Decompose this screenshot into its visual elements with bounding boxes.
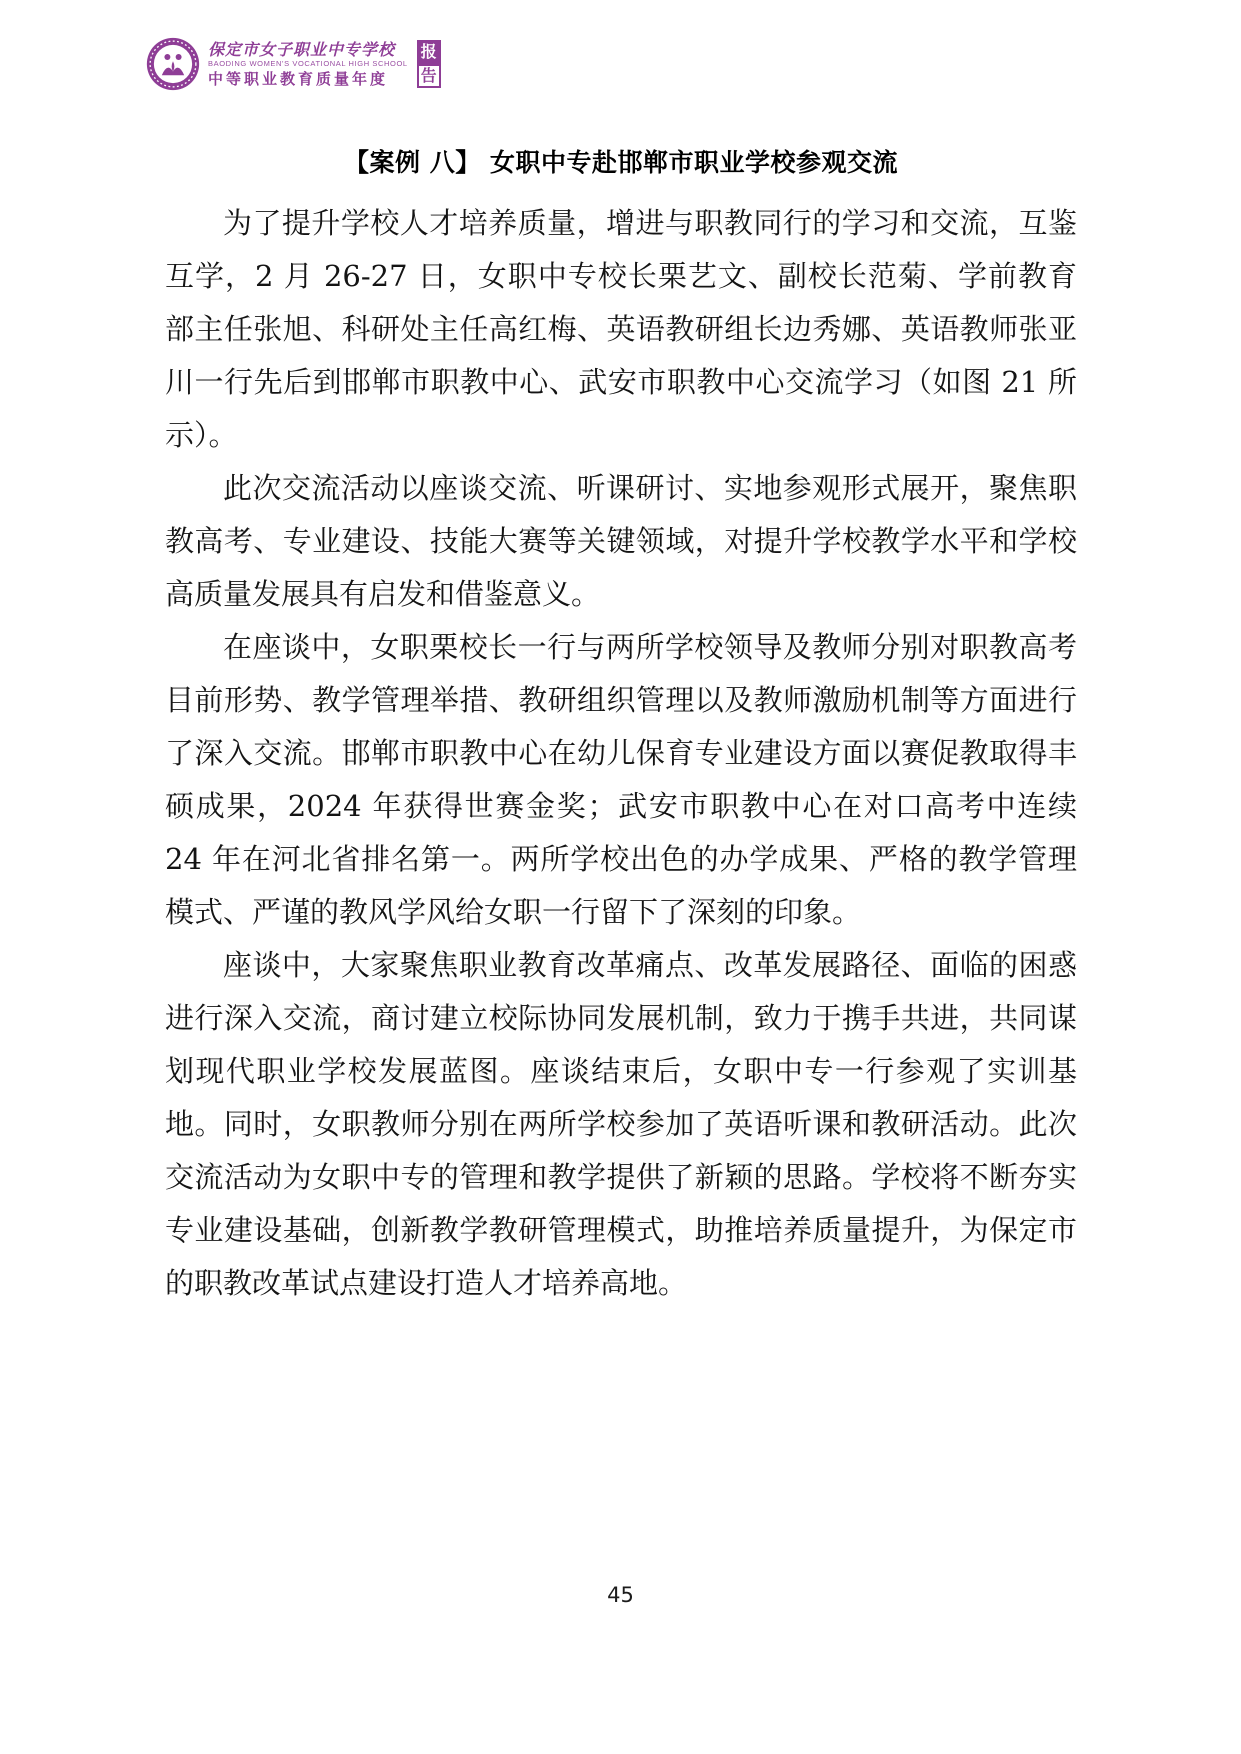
paragraph-1: 为了提升学校人才培养质量，增进与职教同行的学习和交流，互鉴互学，2 月 26-27 日，女职中专校长栗艺文、副校长范菊、学前教育部主任张旭、科研处主任高红梅、英语教研组长边秀娜、英语教师张亚川一行先后到邯郸市职教中心、武安市职教中心交流学习（如图 21 所示）。: [165, 206, 1077, 452]
school-name-zh: 保定市女子职业中专学校: [208, 39, 396, 59]
school-name-en: BAODING WOMEN'S VOCATIONAL HIGH SCHOOL: [208, 58, 408, 68]
paragraph-2: 此次交流活动以座谈交流、听课研讨、实地参观形式展开，聚焦职教高考、专业建设、技能大赛等关键领域，对提升学校教学水平和学校高质量发展具有启发和借鉴意义。: [165, 471, 1077, 611]
report-series-label: 中等职业教育质量年度: [208, 69, 389, 88]
page-number: 45: [607, 1583, 634, 1607]
report-badge-char-top: 报: [417, 40, 441, 64]
school-emblem-icon: [145, 36, 201, 92]
paragraph-4: 座谈中，大家聚焦职业教育改革痛点、改革发展路径、面临的困惑进行深入交流，商讨建立校际协同发展机制，致力于携手共进，共同谋划现代职业学校发展蓝图。座谈结束后，女职中专一行参观了实训基地。同时，女职教师分别在两所学校参加了英语听课和教研活动。此次交流活动为女职中专的管理和教学提供了新颖的思路。学校将不断夯实专业建设基础，创新教学教研管理模式，助推培养质量提升，为保定市的职教改革试点建设打造人才培养高地。: [165, 948, 1077, 1300]
document-body: [165, 147, 1077, 1310]
paragraph-3: 在座谈中，女职栗校长一行与两所学校领导及教师分别对职教高考目前形势、教学管理举措、教研组织管理以及教师激励机制等方面进行了深入交流。邯郸市职教中心在幼儿保育专业建设方面以赛促教取得丰硕成果，2024 年获得世赛金奖；武安市职教中心在对口高考中连续 24 年在河北省排名第一。两所学校出色的办学成果、严格的教学管理模式、严谨的教风学风给女职一行留下了深刻的印象。: [165, 630, 1077, 929]
case-title: 【案例 八】 女职中专赴邯郸市职业学校参观交流: [344, 148, 898, 177]
school-logo: [145, 36, 441, 92]
report-badge-char-bottom: 告: [417, 64, 441, 88]
school-logo-text: [208, 40, 408, 89]
report-badge: [417, 40, 441, 88]
